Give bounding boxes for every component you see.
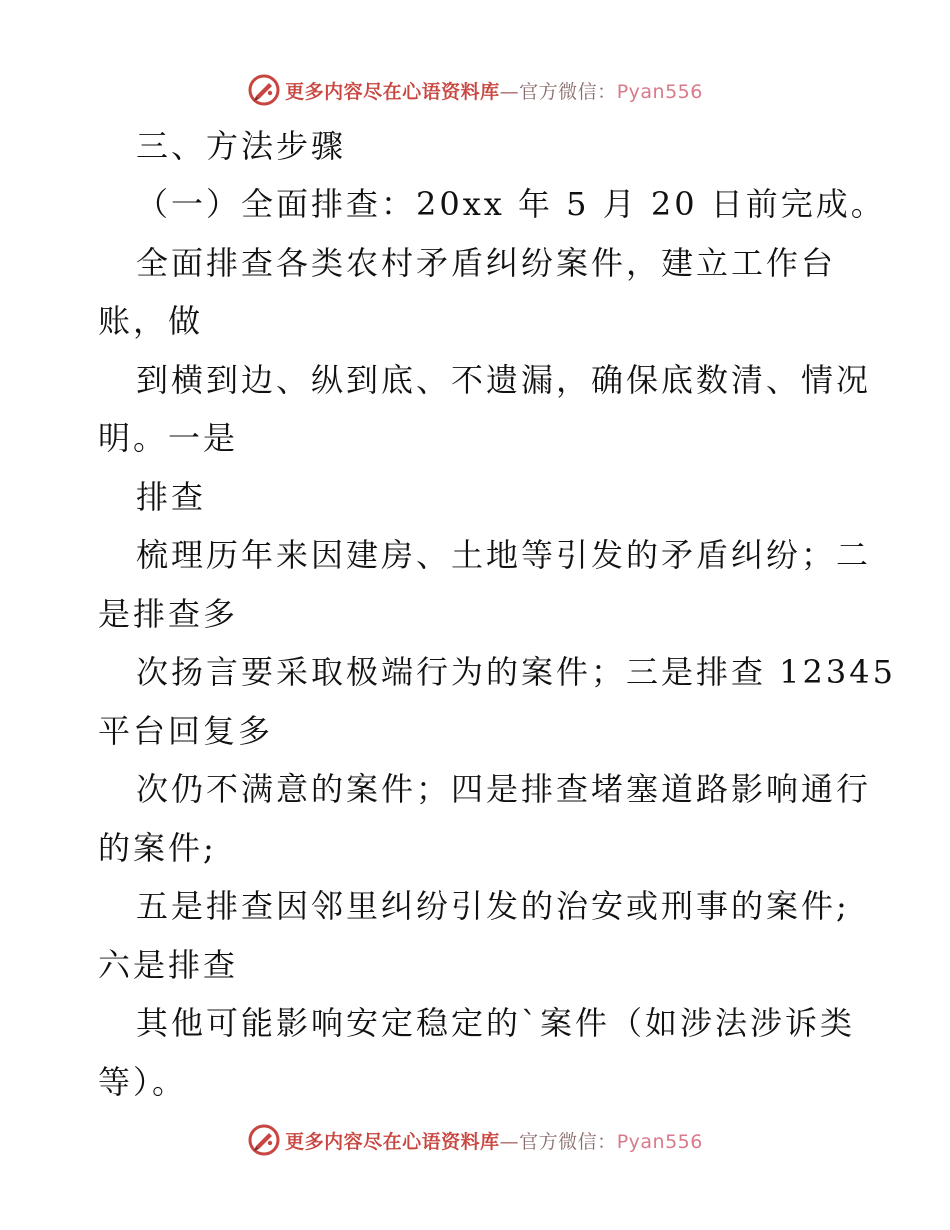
footer-banner-dash: — xyxy=(499,1130,520,1153)
footer-banner xyxy=(0,1120,950,1160)
section-heading: 三、方法步骤 xyxy=(136,127,347,165)
paragraph-line: 到横到边、纵到底、不遗漏，确保底数清、情况 xyxy=(136,361,872,399)
footer-banner-text xyxy=(285,1127,703,1154)
paragraph-line: 其他可能影响安定稳定的`案件（如涉法涉诉类 xyxy=(136,1004,856,1042)
footer-banner-inner xyxy=(247,1123,703,1157)
footer-banner-wechat-id: Pyan556 xyxy=(616,1130,703,1153)
paragraph-line: 明。一是 xyxy=(98,419,239,457)
paragraph-line: 六是排查 xyxy=(98,946,239,984)
header-banner-dash: — xyxy=(499,80,520,103)
paragraph-line: 次扬言要采取极端行为的案件；三是排查 12345 xyxy=(136,653,896,691)
header-banner-site: 更多内容尽在心语资料库 xyxy=(285,80,500,103)
paragraph-line: 五是排查因邻里纠纷引发的治安或刑事的案件; xyxy=(136,887,850,925)
footer-banner-wechat-label: 官方微信： xyxy=(519,1130,617,1153)
paragraph-line: 次仍不满意的案件；四是排查堵塞道路影响通行 xyxy=(136,770,872,808)
paragraph-line: 梳理历年来因建房、土地等引发的矛盾纠纷；二 xyxy=(136,536,872,574)
paragraph-line: 平台回复多 xyxy=(98,712,274,750)
paragraph-line: 全面排查各类农村矛盾纠纷案件，建立工作台 xyxy=(136,244,837,282)
header-banner-wechat-label: 官方微信： xyxy=(519,80,617,103)
paragraph-line: 等）。 xyxy=(98,1063,188,1101)
paragraph-line: 账，做 xyxy=(98,302,204,340)
paragraph-line: 是排查多 xyxy=(98,595,239,633)
pen-circle-logo-icon xyxy=(247,1123,281,1157)
paragraph-line: 排查 xyxy=(136,478,207,516)
footer-banner-site: 更多内容尽在心语资料库 xyxy=(285,1130,500,1153)
header-banner-wechat-id: Pyan556 xyxy=(616,80,703,103)
subsection-heading: （一）全面排查：20xx 年 5 月 20 日前完成。 xyxy=(136,185,886,223)
paragraph-line: 的案件; xyxy=(98,829,217,867)
